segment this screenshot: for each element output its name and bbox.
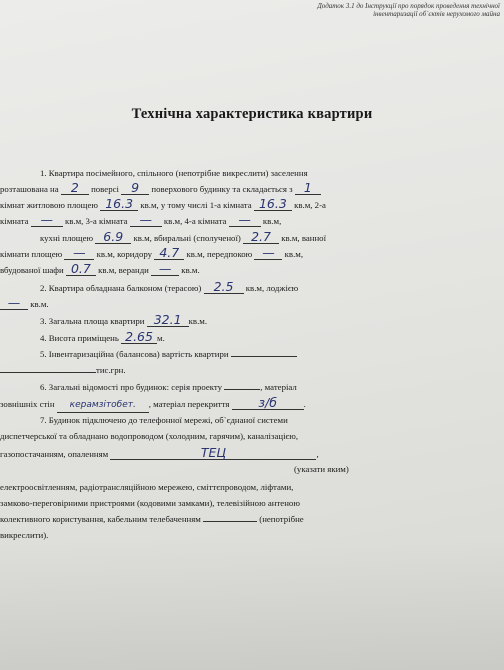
toilet-area-value: 2.7	[243, 230, 279, 244]
p1-text: поверхового будинку та складається з	[151, 184, 293, 194]
header-note-line-2: інвентаризації об`єктів нерухомого майна	[373, 10, 500, 18]
p5-text: 5. Інвентаризаційна (балансова) вартість квартири	[40, 349, 229, 359]
p7-text: 7. Будинок підключено до телефонної мережі, об`єднаної системи	[40, 415, 288, 425]
rooms-value: 1	[295, 181, 321, 195]
inventory-value-blank	[231, 356, 297, 357]
p1-text: кв.м, 2-а	[294, 200, 326, 210]
heating-hint: (указати яким)	[294, 464, 349, 474]
closet-area-value: 0.7	[66, 262, 96, 276]
p7-line-1	[0, 413, 504, 427]
slab-material-value: з/б	[232, 396, 304, 410]
p1-text: кв.м, веранди	[98, 265, 149, 275]
p7-text: ,	[316, 449, 319, 459]
header-note-line-1: Додаток 3.1 до Інструкції про порядок проведення технічної	[317, 2, 500, 10]
floor-value: 2	[61, 181, 89, 195]
p1-text: вбудованої шафи	[0, 265, 64, 275]
total-area-value: 32.1	[147, 313, 189, 327]
p2-text: 2. Квартира обладнана балконом (терасою)	[40, 283, 202, 293]
page-shadow	[0, 540, 504, 670]
p1-text: 1. Квартира посімейного, спільного (непотрібне викреслити) заселення	[40, 168, 308, 178]
wall-material-value: керамзітобет.	[57, 399, 149, 413]
p6-text: , матеріал	[260, 382, 297, 392]
p2-line-1	[0, 280, 504, 295]
p7-line-4	[0, 480, 504, 494]
p1-text: розташована на	[0, 184, 59, 194]
p7-text: диспетчерської та обладнано водопроводом (холодним, гарячим), каналізацією,	[0, 431, 299, 441]
total-area-unit: кв.м.	[188, 316, 208, 326]
inventory-value-blank-2	[0, 372, 96, 373]
p2-text: кв.м.	[30, 299, 49, 309]
p1-line-2	[0, 181, 504, 196]
height-label: 4. Висота приміщень	[40, 333, 119, 343]
p6-text: .	[303, 399, 306, 409]
p5-line-2	[0, 363, 504, 377]
kitchen-area-value: 6.9	[95, 230, 131, 244]
p6-text: , матеріал перекриття	[148, 399, 230, 409]
p7-hint-line	[0, 462, 504, 476]
total-area-label: 3. Загальна площа квартири	[40, 316, 145, 326]
height-unit: м.	[157, 333, 165, 343]
p1-text: кв.м, ванної	[281, 233, 327, 243]
p4-line	[0, 330, 504, 345]
room2-area-value: —	[31, 213, 63, 227]
p1-text: кв.м, коридору	[96, 249, 153, 259]
p7-line-6	[0, 512, 504, 526]
p7-text: газопостачанням, опаленням	[0, 449, 109, 459]
p2-line-2	[0, 296, 504, 311]
p5-unit: тис.грн.	[96, 365, 126, 375]
corridor-area-value: 4.7	[154, 246, 184, 260]
p7-text: викреслити).	[0, 530, 49, 540]
bath-area-value: —	[64, 246, 94, 260]
room3-area-value: —	[130, 213, 162, 227]
p1-text: кв.м, 3-а кімната	[64, 216, 128, 226]
storeys-value: 9	[121, 181, 149, 195]
p6-line-1	[0, 380, 504, 394]
p1-text: кухні площею	[40, 233, 94, 243]
room4-area-value: —	[229, 213, 261, 227]
header-note	[317, 2, 500, 18]
p1-text: кімнати площею	[0, 249, 63, 259]
heating-value: ТЕЦ	[110, 446, 316, 460]
p7-line-3	[0, 446, 504, 461]
p7-text: колективного користування, кабельним телебаченням	[0, 514, 201, 524]
p1-text: кв.м.	[181, 265, 200, 275]
p1-line-7	[0, 262, 504, 277]
p7-text: замково-переговірними пристроями (кодовими замками), телевізійною антеною	[0, 498, 300, 508]
document-title: Технічна характеристика квартири	[131, 106, 373, 122]
room1-area-value: 16.3	[254, 197, 292, 211]
height-value: 2.65	[121, 330, 157, 344]
p1-text: поверсі	[91, 184, 119, 194]
p1-text: кв.м, 4-а кімната	[163, 216, 227, 226]
p6-text: зовнішніх стін	[0, 399, 55, 409]
p1-text: кв.м, вбиральні (сполученої)	[133, 233, 241, 243]
p1-text: кв.м, передпокою	[186, 249, 253, 259]
p1-line-1	[0, 166, 504, 180]
p7-text: (непотрібне	[259, 514, 304, 524]
p1-line-5	[0, 230, 504, 245]
p6-text: 6. Загальні відомості про будинок: серія проекту	[40, 382, 223, 392]
p7-line-2	[0, 429, 504, 443]
p6-line-2	[0, 396, 504, 413]
p1-text: кімната	[0, 216, 29, 226]
loggia-area-value: —	[0, 296, 28, 310]
hall-area-value: —	[254, 246, 282, 260]
p1-line-4	[0, 213, 504, 228]
living-area-value: 16.3	[100, 197, 138, 211]
p5-line-1	[0, 347, 504, 361]
veranda-area-value: —	[151, 262, 179, 276]
p1-text: кімнат житловою площею	[0, 200, 98, 210]
p2-text: кв.м, лоджією	[245, 283, 299, 293]
p1-line-3	[0, 197, 504, 212]
p7-line-5	[0, 496, 504, 510]
p1-text: кв.м,	[262, 216, 282, 226]
balcony-area-value: 2.5	[204, 280, 244, 294]
p3-line	[0, 313, 504, 328]
p1-text: кв.м, у тому числі 1-а кімната	[140, 200, 252, 210]
p7-text: електроосвітленням, радіотрансляційною мережею, сміттєпроводом, ліфтами,	[0, 482, 294, 492]
p1-text: кв.м,	[284, 249, 304, 259]
cable-tv-blank	[203, 521, 257, 522]
p1-line-6	[0, 246, 504, 261]
project-series-blank	[224, 389, 260, 390]
